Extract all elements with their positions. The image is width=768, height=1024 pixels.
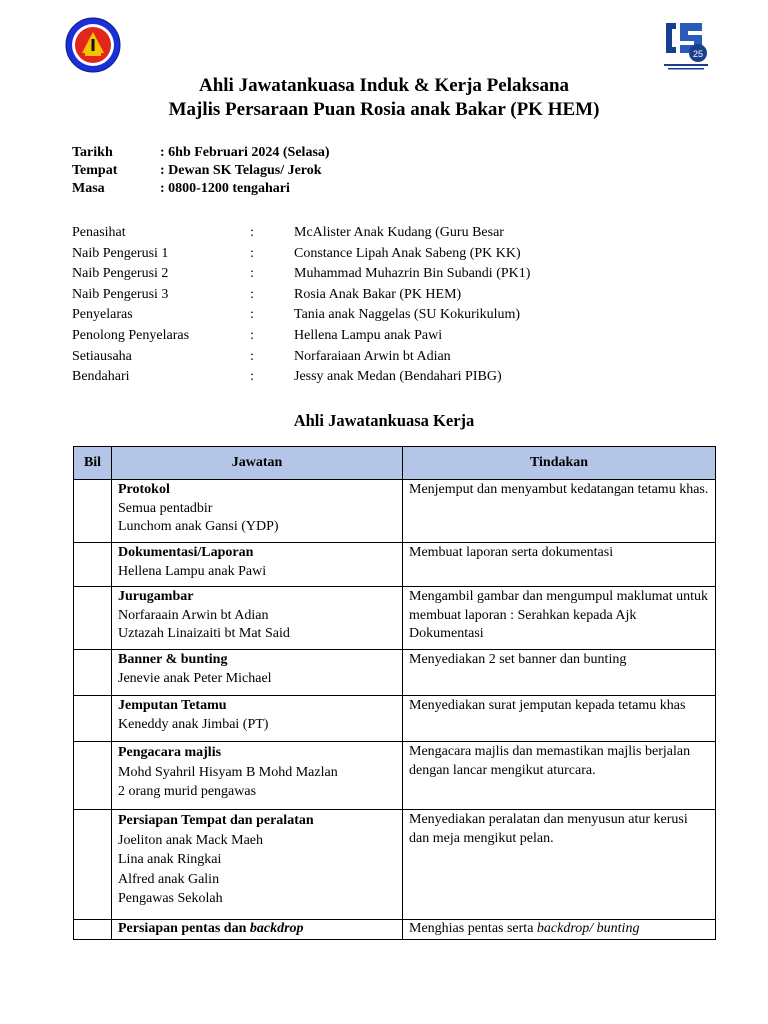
member-name: Norfaraain Arwin bt Adian [118, 607, 269, 623]
member-name: Semua pentadbir [118, 500, 213, 516]
committee-row [72, 246, 530, 267]
jawatan-cell [112, 742, 403, 810]
member-name: Joeliton anak Mack Maeh [118, 832, 264, 848]
column-header-bil: Bil [74, 447, 112, 480]
jawatan-title: Jemputan Tetamu [118, 698, 227, 713]
committee-name: McAlister Anak Kudang (Guru Besar [294, 225, 504, 240]
committee-row [72, 287, 530, 308]
committee-colon: : [250, 348, 254, 364]
member-name: Jenevie anak Peter Michael [118, 670, 272, 686]
committee-role: Naib Pengerusi 1 [72, 245, 169, 261]
committee-name: Constance Lipah Anak Sabeng (PK KK) [294, 245, 521, 261]
table-row [74, 920, 716, 940]
committee-colon: : [250, 286, 254, 302]
jawatan-cell [112, 696, 403, 742]
jawatan-cell [112, 650, 403, 696]
document-title-line1: Ahli Jawatankuasa Induk & Kerja Pelaksana [198, 75, 570, 96]
committee-colon: : [250, 307, 254, 323]
table-row [74, 650, 716, 696]
committee-row [72, 266, 530, 287]
info-label: Masa [72, 181, 105, 196]
jawatan-title: Persiapan Tempat dan peralatan [118, 813, 314, 828]
table-row [74, 810, 716, 920]
committee-row [72, 328, 530, 349]
info-row-date [72, 145, 330, 163]
committee-name: Jessy anak Medan (Bendahari PIBG) [294, 369, 502, 385]
event-info [72, 145, 330, 199]
committee-role: Penyelaras [72, 307, 133, 323]
jawatan-title: Persiapan pentas dan [118, 921, 247, 936]
table-row [74, 742, 716, 810]
info-label: Tarikh [72, 145, 113, 160]
document-title-line2: Majlis Persaraan Puan Rosia anak Bakar (PK HEM) [168, 99, 600, 120]
info-value: : 6hb Februari 2024 (Selasa) [160, 145, 330, 160]
info-row-time [72, 181, 330, 199]
member-name: Pengawas Sekolah [118, 891, 223, 907]
row-number-cell [74, 650, 112, 696]
member-name: 2 orang murid pengawas [118, 784, 257, 800]
tindakan-cell: Membuat laporan serta dokumentasi [403, 543, 716, 587]
committee-role: Setiausaha [72, 348, 132, 364]
member-name: Lina anak Ringkai [118, 852, 222, 868]
committee-colon: : [250, 327, 254, 343]
committee-role: Penasihat [72, 225, 126, 240]
member-name: Keneddy anak Jimbai (PT) [118, 716, 269, 732]
column-header-tindakan: Tindakan [403, 447, 716, 480]
jawatan-title: Pengacara majlis [118, 745, 222, 760]
main-committee-list [72, 225, 530, 390]
tindakan-cell: Menyediakan surat jemputan kepada tetamu khas [403, 696, 716, 742]
info-value: : Dewan SK Telagus/ Jerok [160, 163, 322, 178]
committee-name: Muhammad Muhazrin Bin Subandi (PK1) [294, 266, 531, 282]
member-name: Alfred anak Galin [118, 871, 220, 887]
tindakan-cell: Menjemput dan menyambut kedatangan tetamu khas. [403, 480, 716, 543]
committee-name: Norfaraiaan Arwin bt Adian [294, 348, 451, 364]
table-row [74, 587, 716, 650]
school-logo [65, 17, 121, 73]
committee-colon: : [250, 266, 254, 282]
jawatan-cell [112, 543, 403, 587]
work-committee-title: Ahli Jawatankuasa Kerja [293, 411, 475, 430]
committee-row [72, 307, 530, 328]
jawatan-cell [112, 810, 403, 920]
committee-row [72, 369, 530, 390]
committee-role: Bendahari [72, 369, 130, 385]
tindakan-cell: Menyediakan peralatan dan menyusun atur kerusi dan meja mengikut pelan. [403, 810, 716, 920]
row-number-cell [74, 696, 112, 742]
committee-role: Penolong Penyelaras [72, 327, 190, 343]
table-row [74, 543, 716, 587]
jawatan-title: Dokumentasi/Laporan [118, 545, 254, 560]
member-name: Uztazah Linaizaiti bt Mat Said [118, 626, 290, 641]
member-name: Mohd Syahril Hisyam B Mohd Mazlan [118, 764, 338, 780]
tindakan-cell: Menyediakan 2 set banner dan bunting [403, 650, 716, 696]
member-name: Lunchom anak Gansi (YDP) [118, 519, 279, 534]
committee-role: Naib Pengerusi 3 [72, 286, 169, 302]
anniversary-logo [662, 19, 710, 71]
column-header-jawatan: Jawatan [112, 447, 403, 480]
jawatan-title: Jurugambar [118, 589, 194, 604]
info-row-place [72, 163, 330, 181]
table-row [74, 480, 716, 543]
jawatan-cell [112, 480, 403, 543]
jawatan-cell [112, 920, 403, 940]
jawatan-title-italic: backdrop [249, 921, 304, 936]
action-text-italic: backdrop/ bunting [536, 921, 640, 936]
jawatan-cell [112, 587, 403, 650]
committee-colon: : [250, 369, 254, 385]
tindakan-cell: Mengacara majlis dan memastikan majlis berjalan dengan lancar mengikut aturcara. [403, 742, 716, 810]
committee-row [72, 225, 530, 246]
table-header-row [74, 447, 716, 480]
member-name: Hellena Lampu anak Pawi [118, 563, 267, 579]
committee-colon: : [250, 225, 254, 240]
row-number-cell [74, 742, 112, 810]
row-number-cell [74, 480, 112, 543]
action-text: Menghias pentas serta [409, 921, 534, 936]
row-number-cell [74, 810, 112, 920]
committee-name: Rosia Anak Bakar (PK HEM) [294, 286, 462, 302]
committee-colon: : [250, 245, 254, 261]
table-row [74, 696, 716, 742]
anniversary-number: 25 [692, 49, 704, 59]
info-label: Tempat [72, 163, 118, 178]
row-number-cell [74, 587, 112, 650]
jawatan-title: Protokol [118, 482, 170, 497]
tindakan-cell [403, 920, 716, 940]
committee-row [72, 349, 530, 370]
jawatan-title: Banner & bunting [118, 652, 228, 667]
work-committee-table [73, 446, 716, 940]
row-number-cell [74, 543, 112, 587]
committee-name: Tania anak Naggelas (SU Kokurikulum) [294, 307, 521, 323]
tindakan-cell: Mengambil gambar dan mengumpul maklumat untuk membuat laporan : Serahkan kepada Ajk Dokumentasi [403, 587, 716, 650]
committee-name: Hellena Lampu anak Pawi [294, 327, 443, 343]
row-number-cell [74, 920, 112, 940]
info-value: : 0800-1200 tengahari [160, 181, 290, 196]
committee-role: Naib Pengerusi 2 [72, 266, 169, 282]
